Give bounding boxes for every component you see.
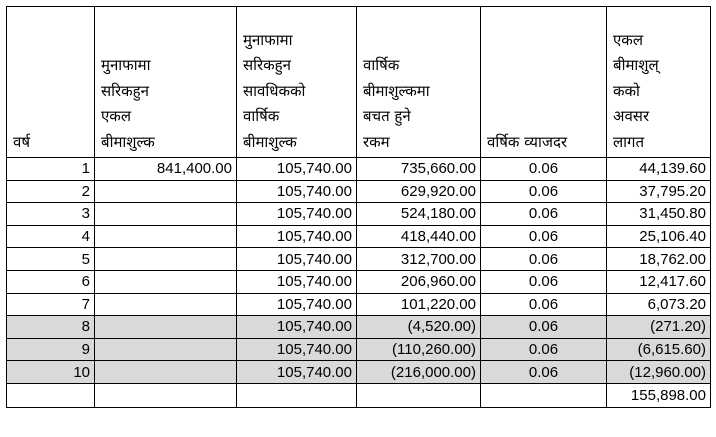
cell-annual-saving: 524,180.00 [357, 203, 481, 226]
header-line: सावधिकको [243, 81, 306, 100]
total-opportunity-cost: 155,898.00 [607, 383, 711, 407]
cell-annual-premium: 105,740.00 [237, 361, 357, 384]
cell-annual-premium: 105,740.00 [237, 180, 357, 203]
cell-year: 6 [7, 270, 95, 293]
header-line: बचत हुने [363, 107, 411, 125]
cell-year: 2 [7, 180, 95, 203]
cell-opportunity-cost: 25,106.40 [607, 225, 711, 248]
cell-year: 9 [7, 338, 95, 361]
cell-annual-saving: 206,960.00 [357, 270, 481, 293]
total-row [7, 383, 711, 407]
cell-interest-rate: 0.06 [481, 158, 607, 181]
cell-interest-rate: 0.06 [481, 316, 607, 339]
cell-annual-premium: 105,740.00 [237, 248, 357, 271]
cell-interest-rate: 0.06 [481, 270, 607, 293]
table-row [7, 361, 711, 384]
cell-single-premium [95, 361, 237, 384]
header-line: मुनाफामा [243, 30, 293, 49]
cell-annual-saving: (216,000.00) [357, 361, 481, 384]
header-line: अवसर [613, 107, 650, 125]
table-row [7, 270, 711, 293]
cell-annual-saving: 735,660.00 [357, 158, 481, 181]
cell-year: 5 [7, 248, 95, 271]
header-line: सरिकहुन [243, 56, 291, 74]
header-line: मुनाफामा [101, 56, 151, 74]
header-line: बीमाशुल्कमा [363, 81, 430, 100]
empty-cell [95, 383, 237, 407]
header-opportunity-cost [607, 7, 711, 158]
header-line: कको [613, 81, 640, 100]
empty-cell [357, 383, 481, 407]
cell-single-premium [95, 316, 237, 339]
header-line: बीमाशुल्क [243, 132, 297, 151]
cell-opportunity-cost: (6,615.60) [607, 338, 711, 361]
cell-annual-saving: 101,220.00 [357, 293, 481, 316]
cell-opportunity-cost: 31,450.80 [607, 203, 711, 226]
premium-opportunity-cost-table [6, 6, 711, 408]
header-single-premium [95, 7, 237, 158]
cell-interest-rate: 0.06 [481, 338, 607, 361]
cell-opportunity-cost: 18,762.00 [607, 248, 711, 271]
empty-cell [481, 383, 607, 407]
cell-annual-premium: 105,740.00 [237, 203, 357, 226]
cell-single-premium [95, 248, 237, 271]
table-row [7, 203, 711, 226]
cell-year: 8 [7, 316, 95, 339]
cell-opportunity-cost: 44,139.60 [607, 158, 711, 181]
cell-single-premium [95, 293, 237, 316]
header-annual-saving [357, 7, 481, 158]
table-header [7, 7, 711, 158]
cell-single-premium [95, 338, 237, 361]
cell-annual-saving: 312,700.00 [357, 248, 481, 271]
cell-single-premium [95, 270, 237, 293]
header-line: लागत [613, 132, 645, 151]
cell-annual-premium: 105,740.00 [237, 316, 357, 339]
cell-opportunity-cost: 12,417.60 [607, 270, 711, 293]
cell-annual-saving: 629,920.00 [357, 180, 481, 203]
cell-interest-rate: 0.06 [481, 361, 607, 384]
header-line: वर्ष [13, 132, 31, 151]
header-annual-interest-rate [481, 7, 607, 158]
header-line: रकम [363, 132, 390, 151]
table-row [7, 338, 711, 361]
table-row [7, 293, 711, 316]
cell-year: 1 [7, 158, 95, 181]
cell-opportunity-cost: (12,960.00) [607, 361, 711, 384]
header-year [7, 7, 95, 158]
cell-annual-saving: (4,520.00) [357, 316, 481, 339]
cell-annual-premium: 105,740.00 [237, 293, 357, 316]
table-row [7, 180, 711, 203]
table-row [7, 225, 711, 248]
header-line: बीमाशुल्क [101, 132, 155, 151]
cell-annual-saving: 418,440.00 [357, 225, 481, 248]
cell-annual-premium: 105,740.00 [237, 338, 357, 361]
cell-opportunity-cost: 37,795.20 [607, 180, 711, 203]
table-row [7, 248, 711, 271]
cell-single-premium [95, 180, 237, 203]
header-line: एकल [613, 30, 643, 49]
header-annual-premium [237, 7, 357, 158]
empty-cell [7, 383, 95, 407]
cell-interest-rate: 0.06 [481, 293, 607, 316]
cell-year: 7 [7, 293, 95, 316]
header-line: वार्षिक [243, 107, 280, 125]
cell-annual-saving: (110,260.00) [357, 338, 481, 361]
cell-year: 3 [7, 203, 95, 226]
table-row [7, 316, 711, 339]
cell-opportunity-cost: (271.20) [607, 316, 711, 339]
header-line: वर्षिक व्याजदर [487, 132, 568, 151]
header-line: बीमाशुल् [613, 56, 659, 74]
cell-annual-premium: 105,740.00 [237, 270, 357, 293]
cell-year: 10 [7, 361, 95, 384]
cell-interest-rate: 0.06 [481, 225, 607, 248]
header-line: वार्षिक [363, 56, 400, 74]
cell-interest-rate: 0.06 [481, 248, 607, 271]
cell-single-premium [95, 225, 237, 248]
cell-interest-rate: 0.06 [481, 180, 607, 203]
empty-cell [237, 383, 357, 407]
table-row [7, 158, 711, 181]
cell-annual-premium: 105,740.00 [237, 158, 357, 181]
header-line: एकल [101, 107, 131, 125]
header-row [7, 7, 711, 158]
cell-year: 4 [7, 225, 95, 248]
cell-annual-premium: 105,740.00 [237, 225, 357, 248]
table-body [7, 158, 711, 408]
cell-single-premium: 841,400.00 [95, 158, 237, 181]
cell-single-premium [95, 203, 237, 226]
cell-opportunity-cost: 6,073.20 [607, 293, 711, 316]
header-line: सरिकहुन [101, 81, 149, 100]
cell-interest-rate: 0.06 [481, 203, 607, 226]
